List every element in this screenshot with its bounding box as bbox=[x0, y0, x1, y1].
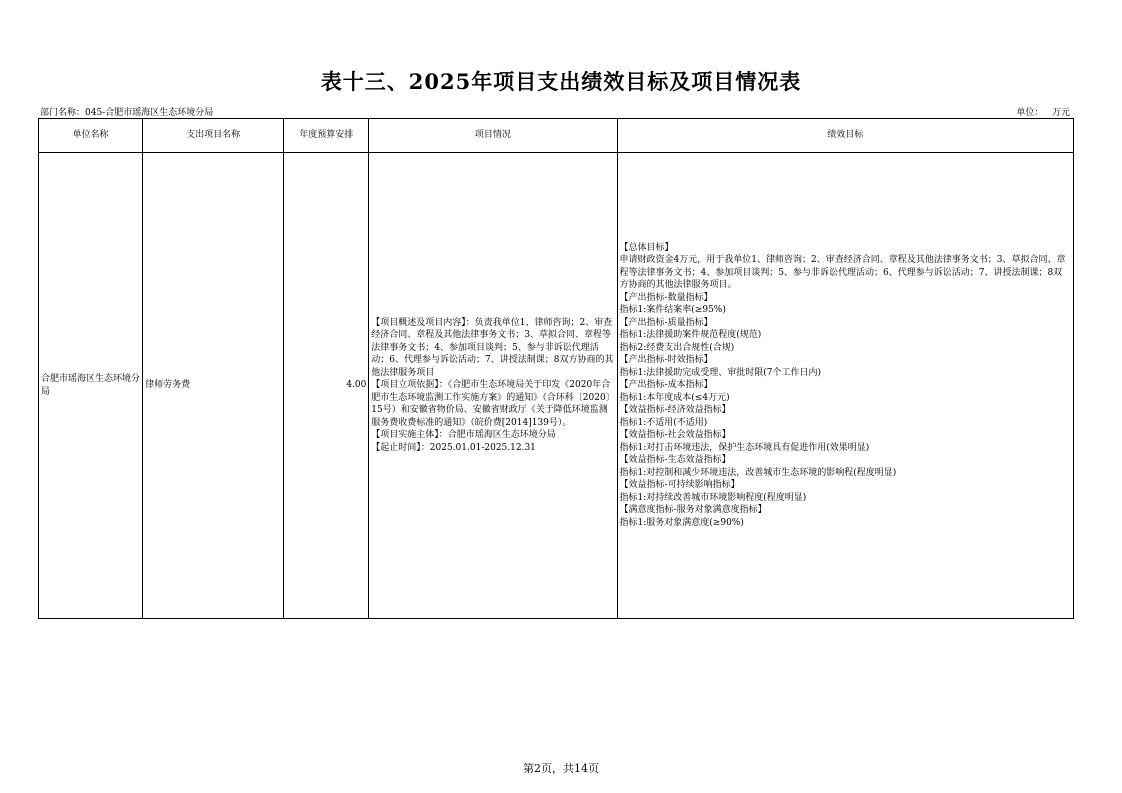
unit-label-text: 单位： bbox=[1016, 108, 1044, 118]
page-title: 表十三、2025年项目支出绩效目标及项目情况表 bbox=[320, 69, 802, 94]
department-label: 部门名称：045-合肥市瑶海区生态环境分局 bbox=[40, 108, 214, 118]
performance-table bbox=[38, 118, 1074, 619]
cell-unit-name: 合肥市瑶海区生态环境分局 bbox=[39, 153, 143, 619]
header-performance-goals: 绩效目标 bbox=[617, 119, 1073, 153]
page-footer: 第2页，共14页 bbox=[523, 762, 599, 775]
cell-project-info: 【项目概述及项目内容】：负责我单位1、律师咨询；2、审查经济合同、章程及其他法律事务文书；3、草拟合同、章程等法律事务文书；4、参加项目谈判；5、参与非诉讼代理活动；6、代理参与诉讼活动；7、讲授法制课；8双方协商的其他法律服务项目 【项目立项依据】：《合肥市生态环境局关于印发《2020年合肥市生态环境监测工作实施方案》的通知》（合环科〔2020〕15号）和安徽省物价局、安徽省财政厅《关于降低环境监测服务费收费标准的通知》（皖价费[2014]139号）。 【项目实施主体】：合肥市瑶海区生态环境分局 【起止时间】：2025.01.01-2025.12.31 bbox=[369, 153, 617, 619]
cell-performance-goals: 【总体目标】 申请财政资金4万元，用于我单位1、律师咨询；2、审查经济合同、章程及其他法律事务文书；3、草拟合同、章程等法律事务文书；4、参加项目谈判；5、参与非诉讼代理活动；6、代理参与诉讼活动；7、讲授法制课；8双方协商的其他法律服务项目。 【产出指标-数量指标】 指标1:案件结案率(≥95%) 【产出指标-质量指标】 指标1:法律援助案件规范程度(规范) 指标2:经费支出合规性(合规) 【产出指标-时效指标】 指标1:法律援助完成受理、审批时限(7个工作日内) 【产出指标-成本指标】 指标1:本年度成本(≤4万元) 【效益指标-经济效益指标】 指标1:不适用(不适用) 【效益指标-社会效益指标】 指标1:对打击环境违法，保护生态环境具有促进作用(效果明显) 【效益指标-生态效益指标】 指标1:对控制和减少环境违法，改善城市生态环境的影响程(程度明显) 【效益指标-可持续影响指标】 指标1:对持续改善城市环境影响程度(程度明显) 【满意度指标-服务对象满意度指标】 指标1:服务对象满意度(≥90%) bbox=[617, 153, 1073, 619]
header-project-name: 支出项目名称 bbox=[143, 119, 284, 153]
header-budget: 年度预算安排 bbox=[284, 119, 369, 153]
cell-budget: 4.00 bbox=[284, 153, 369, 619]
header-project-info: 项目情况 bbox=[369, 119, 617, 153]
cell-project-name: 律师劳务费 bbox=[143, 153, 284, 619]
unit-label bbox=[1016, 105, 1070, 118]
unit-value: 万元 bbox=[1051, 108, 1070, 118]
table-header-row bbox=[39, 119, 1074, 153]
header-unit-name: 单位名称 bbox=[39, 119, 143, 153]
table-row bbox=[39, 153, 1074, 619]
